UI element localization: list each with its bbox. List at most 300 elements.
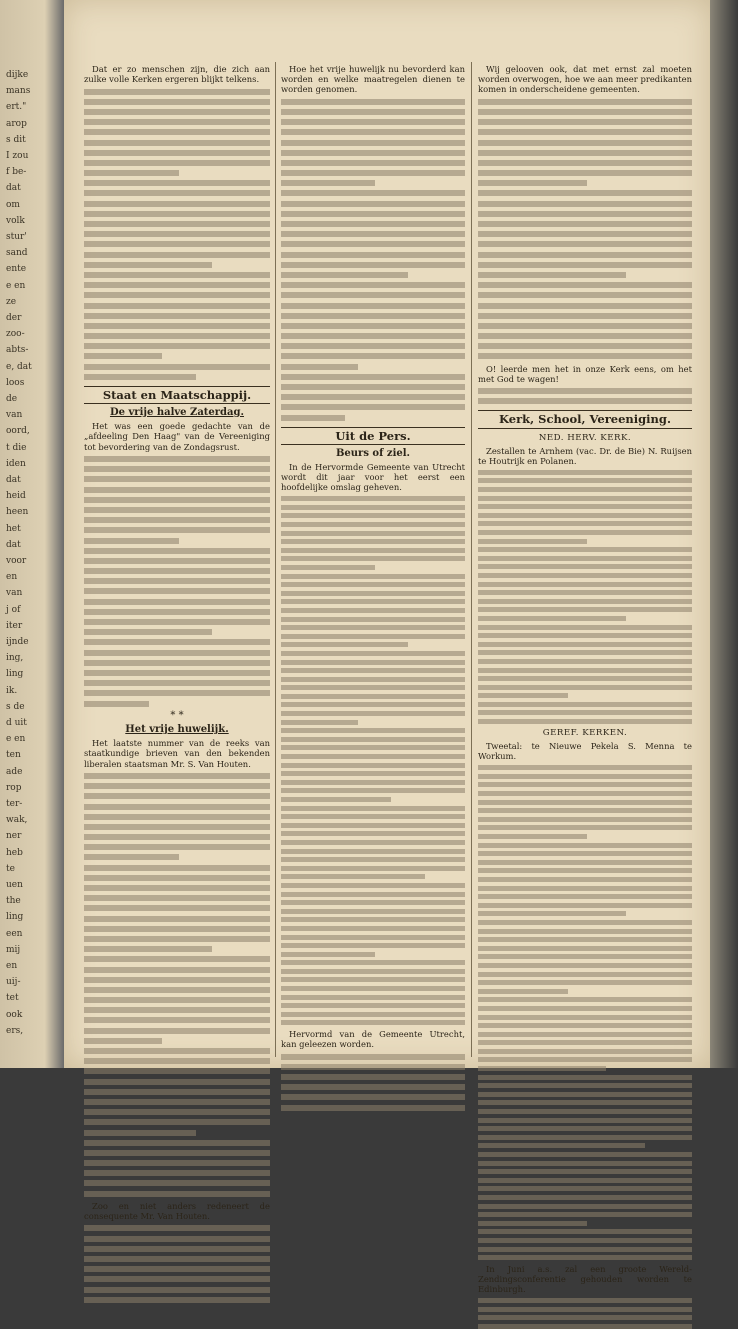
text-line xyxy=(84,221,270,227)
adjacent-page-word: en xyxy=(6,572,18,583)
text-line xyxy=(84,558,270,564)
adjacent-page-word: stur' xyxy=(6,232,27,242)
paragraph-text: Zestallen te Arnhem (vac. Dr. de Bie) N. Ruijsen te Houtrijk en Polanen. xyxy=(478,445,692,467)
text-line xyxy=(84,89,270,95)
text-line xyxy=(84,946,212,952)
adjacent-page-word: ente xyxy=(6,264,27,275)
adjacent-page-word: dat xyxy=(6,183,21,194)
text-line xyxy=(281,160,465,166)
text-line xyxy=(281,374,465,380)
text-line xyxy=(281,129,465,135)
text-line xyxy=(84,119,270,125)
text-line xyxy=(478,564,692,569)
text-line xyxy=(478,693,568,698)
text-line xyxy=(281,170,465,176)
adjacent-page-word: der xyxy=(6,313,22,323)
text-line xyxy=(281,909,465,914)
paragraph-text: Hervormd van de Gemeente Utrecht, kan geleezen worden. xyxy=(281,1029,465,1050)
text-line xyxy=(84,599,270,605)
text-line xyxy=(478,140,692,146)
text-line xyxy=(281,900,465,905)
text-line xyxy=(478,937,692,942)
text-line xyxy=(478,1298,692,1303)
text-line xyxy=(281,394,465,400)
text-line xyxy=(478,659,692,664)
text-line xyxy=(84,160,270,166)
text-line xyxy=(478,109,692,115)
text-line xyxy=(281,995,465,1000)
text-line xyxy=(478,616,626,621)
text-line xyxy=(84,926,270,932)
adjacent-page-word: wak, xyxy=(6,815,28,826)
text-line xyxy=(478,262,692,268)
text-line xyxy=(281,582,465,587)
text-line xyxy=(84,333,270,339)
text-line xyxy=(478,556,692,561)
text-line xyxy=(281,231,465,237)
text-line xyxy=(478,642,692,647)
adjacent-page-word: arop xyxy=(6,118,27,129)
adjacent-page-word: de xyxy=(6,394,18,404)
text-line xyxy=(281,522,465,527)
text-line xyxy=(84,99,270,105)
adjacent-page-word: iden xyxy=(6,458,26,469)
adjacent-page-word: f be- xyxy=(6,167,27,178)
text-line xyxy=(478,573,692,578)
column-rule xyxy=(275,62,276,1057)
text-line xyxy=(84,1119,270,1125)
section-title-staat: Staat en Maatschappij. xyxy=(84,386,270,404)
text-line xyxy=(84,804,270,810)
text-line xyxy=(478,1135,692,1140)
text-line xyxy=(281,960,465,965)
paragraph-text: Dat er zo menschen zijn, die zich aan zulke volle Kerken ergeren blijkt telkens. xyxy=(84,64,270,85)
text-line xyxy=(84,140,270,146)
adjacent-page-word: j of xyxy=(6,604,21,615)
text-line xyxy=(281,952,375,957)
text-line xyxy=(478,129,692,135)
text-line xyxy=(478,487,692,492)
text-line xyxy=(281,262,465,268)
text-line xyxy=(84,1048,270,1054)
text-line xyxy=(281,617,465,622)
paragraph-text: Het laatste nummer van de reeks van staatkundige brieven van den bekenden liberalen staatsman Mr. S. Van Houten. xyxy=(84,738,270,769)
text-line xyxy=(478,160,692,166)
text-line xyxy=(478,685,692,690)
adjacent-page-word: ook xyxy=(6,1009,23,1020)
text-line xyxy=(478,633,692,638)
adjacent-page-word: s de xyxy=(6,701,25,712)
text-line xyxy=(281,1003,465,1008)
text-line xyxy=(84,323,270,329)
text-line xyxy=(478,323,692,329)
text-line xyxy=(478,607,692,612)
text-line xyxy=(478,272,626,278)
text-line xyxy=(84,538,179,544)
text-line xyxy=(281,353,465,359)
text-line xyxy=(478,997,692,1002)
text-line xyxy=(478,599,692,604)
text-line xyxy=(84,773,270,779)
text-line xyxy=(84,1058,270,1064)
text-line xyxy=(84,629,212,635)
adjacent-page-word: ling xyxy=(6,912,24,923)
text-line xyxy=(84,690,270,696)
text-line xyxy=(281,99,465,105)
adjacent-page-word: s dit xyxy=(6,134,26,145)
text-line xyxy=(84,129,270,135)
text-line xyxy=(478,765,692,770)
text-line xyxy=(281,201,465,207)
text-line xyxy=(84,1079,270,1085)
text-line xyxy=(281,1105,465,1111)
text-line xyxy=(281,190,465,196)
text-line xyxy=(281,737,465,742)
section-title-kerk-school: Kerk, School, Vereeniging. xyxy=(478,410,692,428)
text-line xyxy=(478,1247,692,1252)
text-line xyxy=(281,1094,465,1100)
text-line xyxy=(478,791,692,796)
adjacent-page-word: d uit xyxy=(6,718,27,728)
text-line xyxy=(478,539,587,544)
text-line xyxy=(84,1287,270,1293)
text-line xyxy=(84,865,270,871)
adjacent-page-word: heid xyxy=(6,491,26,502)
text-line xyxy=(478,963,692,968)
separator-stars: * * xyxy=(170,709,184,721)
adjacent-page-word: ze xyxy=(6,296,17,307)
text-line xyxy=(478,1186,692,1191)
adjacent-page-word: volk xyxy=(6,215,25,226)
article-title-halve-zaterdag: De vrije halve Zaterdag. xyxy=(109,407,245,419)
text-line xyxy=(478,860,692,865)
column-2 xyxy=(281,62,465,1057)
text-line xyxy=(478,1057,692,1062)
adjacent-page-word: ijnde xyxy=(6,637,29,647)
adjacent-page-word: ten xyxy=(6,750,21,761)
text-line xyxy=(84,650,270,656)
text-line xyxy=(478,1040,692,1045)
text-line xyxy=(84,977,270,983)
text-line xyxy=(281,926,465,931)
text-line xyxy=(281,625,465,630)
text-line xyxy=(84,1007,270,1013)
text-line xyxy=(84,507,270,513)
text-line xyxy=(478,868,692,873)
text-line xyxy=(84,834,270,840)
text-line xyxy=(84,252,270,258)
text-line xyxy=(84,313,270,319)
subhead-ned-herv-kerk: NED. HERV. KERK. xyxy=(538,432,632,443)
adjacent-page-word: ik. xyxy=(6,685,18,696)
adjacent-page-word: en xyxy=(6,961,18,971)
paragraph-text: Wij gelooven ook, dat met ernst zal moeten worden overwogen, hoe we aan meer predikanten komen in onderscheidene gemeenten. xyxy=(478,64,692,95)
text-line xyxy=(478,808,692,813)
text-line xyxy=(478,388,692,394)
text-line xyxy=(478,1109,692,1114)
text-line xyxy=(478,478,692,483)
article-title-beurs-of-ziel: Beurs of ziel. xyxy=(335,447,411,459)
text-line xyxy=(281,651,465,656)
text-line xyxy=(478,894,692,899)
text-line xyxy=(281,771,465,776)
text-line xyxy=(84,916,270,922)
adjacent-page-word: uij- xyxy=(6,977,21,988)
section-title-uit-de-pers: Uit de Pers. xyxy=(281,427,465,445)
text-line xyxy=(281,745,465,750)
text-line xyxy=(478,1324,692,1329)
text-line xyxy=(84,1276,270,1282)
text-line xyxy=(478,825,692,830)
text-line xyxy=(281,140,465,146)
text-line xyxy=(281,333,465,339)
text-line xyxy=(478,99,692,105)
text-line xyxy=(281,642,408,647)
adjacent-page-word: te xyxy=(6,863,15,874)
paragraph-text: In Juni a.s. zal een groote Wereld-Zendingsconferentie gehouden worden te Edinburgh. xyxy=(478,1263,692,1295)
text-line xyxy=(478,1083,692,1088)
text-line xyxy=(84,1246,270,1252)
text-line xyxy=(281,668,465,673)
text-line xyxy=(84,1130,196,1136)
text-line xyxy=(281,539,465,544)
column-1 xyxy=(84,62,270,1222)
text-line xyxy=(84,190,270,196)
text-line xyxy=(84,1297,270,1303)
text-line xyxy=(84,588,270,594)
text-line xyxy=(84,170,179,176)
text-line xyxy=(478,530,692,535)
text-line xyxy=(84,476,270,482)
text-line xyxy=(478,989,568,994)
text-line xyxy=(478,201,692,207)
text-line xyxy=(281,323,465,329)
paragraph-text: Tweetal: te Nieuwe Pekela S. Menna te Workum. xyxy=(478,741,692,762)
text-line xyxy=(84,180,270,186)
adjacent-page-word: uen xyxy=(6,880,23,890)
text-line xyxy=(478,547,692,552)
text-line xyxy=(281,556,465,561)
text-line xyxy=(281,496,465,501)
adjacent-page-word: een xyxy=(6,928,23,939)
text-line xyxy=(84,905,270,911)
text-line xyxy=(478,353,692,359)
text-line xyxy=(84,895,270,901)
text-line xyxy=(478,1049,692,1054)
text-line xyxy=(84,1089,270,1095)
text-line xyxy=(84,1225,270,1231)
text-line xyxy=(478,180,587,186)
text-line xyxy=(281,1054,465,1060)
text-line xyxy=(84,997,270,1003)
text-line xyxy=(84,578,270,584)
text-line xyxy=(478,470,692,475)
text-line xyxy=(84,201,270,207)
adjacent-page-word: abts- xyxy=(6,345,29,356)
text-line xyxy=(84,1099,270,1105)
paragraph-text: Zoo en niet anders redeneert de consequente Mr. Van Houten. xyxy=(84,1200,270,1222)
text-line xyxy=(281,660,465,665)
text-line xyxy=(478,1169,692,1174)
text-line xyxy=(478,929,692,934)
text-line xyxy=(84,670,270,676)
text-line xyxy=(281,505,465,510)
text-line xyxy=(84,854,179,860)
text-line xyxy=(281,814,465,819)
text-line xyxy=(478,521,692,526)
text-line xyxy=(84,1140,270,1146)
text-line xyxy=(281,211,465,217)
text-line xyxy=(84,793,270,799)
text-line xyxy=(281,404,465,410)
column-3 xyxy=(478,62,692,1295)
paragraph-text: Het was een goede gedachte van de „afdeeling Den Haag" van de Vereeniging tot bevordering van de Zondagsrust. xyxy=(84,421,270,452)
adjacent-page-word: ing, xyxy=(6,653,24,664)
text-line xyxy=(84,262,212,268)
adjacent-page-word: mij xyxy=(6,944,21,955)
text-line xyxy=(84,987,270,993)
text-line xyxy=(84,639,270,645)
text-line xyxy=(281,788,465,793)
text-line xyxy=(84,241,270,247)
text-line xyxy=(84,303,270,309)
text-line xyxy=(281,513,465,518)
text-line xyxy=(84,967,270,973)
text-line xyxy=(281,252,465,258)
text-line xyxy=(478,980,692,985)
text-line xyxy=(478,920,692,925)
text-line xyxy=(281,1020,465,1025)
text-line xyxy=(478,1015,692,1020)
adjacent-page-word: e en xyxy=(6,734,26,745)
adjacent-page-word: loos xyxy=(6,377,25,388)
adjacent-page-word: I zou xyxy=(6,151,29,161)
text-line xyxy=(478,252,692,258)
text-line xyxy=(478,702,692,707)
text-line xyxy=(281,831,465,836)
adjacent-page-word: the xyxy=(6,896,21,907)
text-line xyxy=(281,763,465,768)
adjacent-page-word: van xyxy=(6,410,23,421)
text-line xyxy=(281,866,465,871)
text-line xyxy=(281,797,391,802)
text-line xyxy=(84,343,270,349)
subhead-geref-kerken: GEREF. KERKEN. xyxy=(542,728,628,739)
adjacent-page-word: ers, xyxy=(6,1025,24,1036)
text-line xyxy=(281,823,465,828)
text-line xyxy=(84,497,270,503)
text-line xyxy=(478,1178,692,1183)
adjacent-page-word: het xyxy=(6,523,21,534)
adjacent-page-word: heb xyxy=(6,847,23,858)
adjacent-page-word: heen xyxy=(6,507,29,518)
text-line xyxy=(281,969,465,974)
text-line xyxy=(281,883,465,888)
text-line xyxy=(478,170,692,176)
adjacent-page-word: zoo- xyxy=(6,329,25,340)
adjacent-page-word: ling xyxy=(6,669,24,680)
text-line xyxy=(281,677,465,682)
text-line xyxy=(84,824,270,830)
text-line xyxy=(84,487,270,493)
text-line xyxy=(281,608,465,613)
text-line xyxy=(281,728,465,733)
text-line xyxy=(281,574,465,579)
text-line xyxy=(478,343,692,349)
text-line xyxy=(478,119,692,125)
text-line xyxy=(478,1315,692,1320)
text-line xyxy=(84,1256,270,1262)
adjacent-page-word: ter- xyxy=(6,799,23,809)
text-line xyxy=(84,353,162,359)
text-line xyxy=(84,211,270,217)
text-line xyxy=(478,582,692,587)
text-line xyxy=(84,1180,270,1186)
text-line xyxy=(84,466,270,472)
text-line xyxy=(281,109,465,115)
text-line xyxy=(281,303,465,309)
text-line xyxy=(84,548,270,554)
text-line xyxy=(281,711,465,716)
text-line xyxy=(281,685,465,690)
page-edge-shadow xyxy=(710,0,738,1068)
text-line xyxy=(478,782,692,787)
text-line xyxy=(478,1092,692,1097)
text-line xyxy=(281,849,465,854)
paragraph-text: O! leerde men het in onze Kerk eens, om het met God te wagen! xyxy=(478,363,692,384)
text-line xyxy=(281,986,465,991)
text-line xyxy=(84,1236,270,1242)
text-line xyxy=(281,1064,465,1070)
text-line xyxy=(478,1100,692,1105)
text-line xyxy=(84,956,270,962)
adjacent-page-word: rop xyxy=(6,782,22,793)
text-line xyxy=(478,231,692,237)
text-line xyxy=(478,1195,692,1200)
text-line xyxy=(281,977,465,982)
text-line xyxy=(478,303,692,309)
paragraph-text: Hoe het vrije huwelijk nu bevorderd kan worden en welke maatregelen dienen te worden genomen. xyxy=(281,64,465,95)
text-line xyxy=(84,783,270,789)
adjacent-page-word: dijke xyxy=(6,70,29,80)
adjacent-page-word: ner xyxy=(6,831,22,842)
text-line xyxy=(84,568,270,574)
text-line xyxy=(478,292,692,298)
text-line xyxy=(281,874,425,879)
adjacent-page-word: om xyxy=(6,199,20,210)
text-line xyxy=(84,272,270,278)
text-line xyxy=(281,694,465,699)
text-line xyxy=(478,1023,692,1028)
text-line xyxy=(84,1017,270,1023)
text-line xyxy=(84,1109,270,1115)
text-line xyxy=(281,935,465,940)
text-line xyxy=(478,877,692,882)
text-line xyxy=(478,911,626,916)
text-line xyxy=(478,1161,692,1166)
text-line xyxy=(84,936,270,942)
text-line xyxy=(84,1266,270,1272)
text-line xyxy=(84,609,270,615)
text-line xyxy=(478,313,692,319)
text-line xyxy=(84,1170,270,1176)
text-line xyxy=(84,680,270,686)
text-line xyxy=(478,800,692,805)
adjacent-page-word: ade xyxy=(6,766,23,777)
text-line xyxy=(281,599,465,604)
text-line xyxy=(478,190,692,196)
text-line xyxy=(281,857,465,862)
